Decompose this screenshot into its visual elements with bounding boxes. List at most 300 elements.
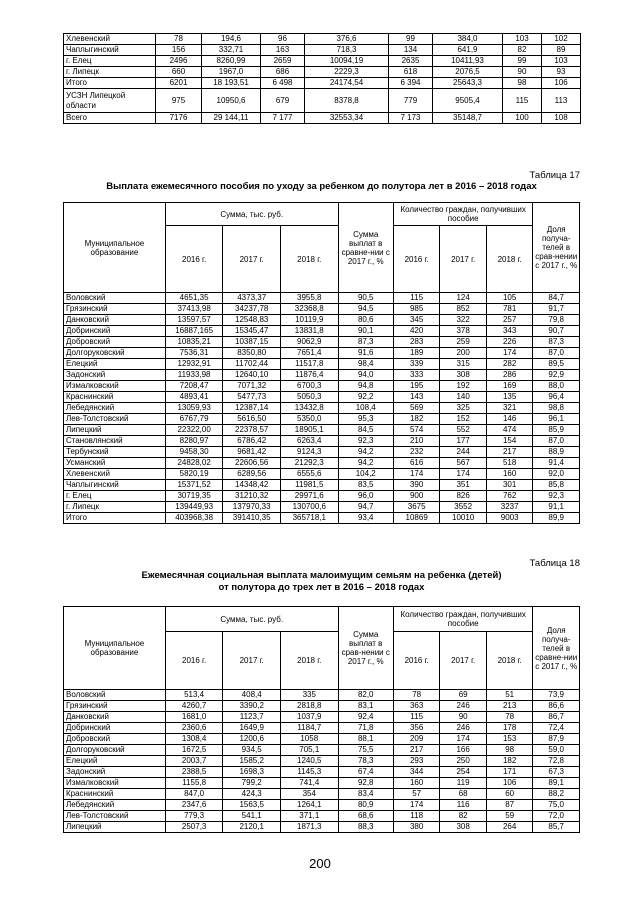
table-cell: 60 <box>486 789 533 800</box>
table-18-title-line-2: от полутора до трех лет в 2016 – 2018 годах <box>218 582 425 593</box>
table-18-title-line-1: Ежемесячная социальная выплата малоимущим семьям на ребенка (детей) <box>141 570 502 581</box>
row-label: Чаплыгинский <box>64 480 166 491</box>
table-cell: 257 <box>486 315 533 326</box>
table-cell: 232 <box>393 447 440 458</box>
table-cell: 94,5 <box>338 304 393 315</box>
table-cell: 2635 <box>389 56 433 67</box>
table-cell: 16887,165 <box>165 326 223 337</box>
table-cell: 474 <box>486 425 533 436</box>
table-cell: 2507,3 <box>165 822 223 833</box>
table-cell: 900 <box>393 491 440 502</box>
table-cell: 18905,1 <box>280 425 338 436</box>
header-year-2017: 2017 г. <box>440 632 487 690</box>
table-cell: 335 <box>280 690 338 701</box>
table-cell: 13059,93 <box>165 403 223 414</box>
table-cell: 420 <box>393 326 440 337</box>
table-cell: 194,6 <box>202 34 261 45</box>
row-label: Измалковский <box>64 778 166 789</box>
table-cell: 177 <box>440 436 487 447</box>
row-label: Добровский <box>64 734 166 745</box>
table-cell: 71,8 <box>338 723 393 734</box>
table-cell: 9458,30 <box>165 447 223 458</box>
table-cell: 82 <box>440 811 487 822</box>
table-cell: 82,0 <box>338 690 393 701</box>
table-cell: 90,1 <box>338 326 393 337</box>
table-cell: 89 <box>542 45 581 56</box>
table-cell: 7071,32 <box>223 381 281 392</box>
table-cell: 6 498 <box>261 78 305 89</box>
table-row <box>64 701 580 712</box>
table-cell: 799,2 <box>223 778 281 789</box>
table-cell: 92,0 <box>533 469 580 480</box>
table-row <box>64 491 580 502</box>
table-cell: 12932,91 <box>165 359 223 370</box>
table-cell: 95,3 <box>338 414 393 425</box>
table-cell: 10835,21 <box>165 337 223 348</box>
table-cell: 10411,93 <box>433 56 503 67</box>
table-cell: 1200,6 <box>223 734 281 745</box>
table-row <box>64 359 580 370</box>
table-cell: 1698,3 <box>223 767 281 778</box>
table-cell: 246 <box>440 723 487 734</box>
header-sum-group: Сумма, тыс. руб. <box>165 607 338 632</box>
row-label: Данковский <box>64 712 166 723</box>
table-cell: 380 <box>393 822 440 833</box>
table-cell: 1308,4 <box>165 734 223 745</box>
table-cell: 541,1 <box>223 811 281 822</box>
table-cell: 73,9 <box>533 690 580 701</box>
table-cell: 244 <box>440 447 487 458</box>
table-row <box>64 293 580 304</box>
table-row <box>64 89 581 113</box>
table-cell: 182 <box>486 756 533 767</box>
table-cell: 217 <box>486 447 533 458</box>
table-cell: 10094,19 <box>305 56 389 67</box>
table-cell: 686 <box>261 67 305 78</box>
table-cell: 37413,98 <box>165 304 223 315</box>
table-cell: 91,7 <box>533 304 580 315</box>
table-cell: 308 <box>440 370 487 381</box>
table-cell: 660 <box>156 67 202 78</box>
table-cell: 518 <box>486 458 533 469</box>
table-cell: 332,71 <box>202 45 261 56</box>
table-cell: 618 <box>389 67 433 78</box>
table-cell: 3552 <box>440 502 487 513</box>
row-label: УСЗН Липецкой области <box>64 89 156 113</box>
table-cell: 87,9 <box>533 734 580 745</box>
table-row <box>64 304 580 315</box>
table-cell: 89,1 <box>533 778 580 789</box>
table-cell: 78 <box>393 690 440 701</box>
table-cell: 6 394 <box>389 78 433 89</box>
table-cell: 119 <box>440 778 487 789</box>
table-cell: 552 <box>440 425 487 436</box>
table-cell: 308 <box>440 822 487 833</box>
table-cell: 31210,32 <box>223 491 281 502</box>
table-cell: 82 <box>503 45 542 56</box>
table-cell: 174 <box>486 348 533 359</box>
table-cell: 29 144,11 <box>202 113 261 124</box>
table-cell: 6700,3 <box>280 381 338 392</box>
table-cell: 9003 <box>486 513 533 524</box>
table-18 <box>63 606 580 833</box>
table-cell: 264 <box>486 822 533 833</box>
table-cell: 250 <box>440 756 487 767</box>
table-cell: 171 <box>486 767 533 778</box>
table-cell: 254 <box>440 767 487 778</box>
table-cell: 9062,9 <box>280 337 338 348</box>
table-cell: 22378,57 <box>223 425 281 436</box>
row-label: Краснинский <box>64 392 166 403</box>
table-cell: 102 <box>542 34 581 45</box>
table-cell: 69 <box>440 690 487 701</box>
table-cell: 1184,7 <box>280 723 338 734</box>
table-cell: 2076,5 <box>433 67 503 78</box>
header-count-group: Количество граждан, получивших пособие <box>393 607 533 632</box>
table-row <box>64 745 580 756</box>
table-cell: 6289,56 <box>223 469 281 480</box>
table-cell: 1681,0 <box>165 712 223 723</box>
table-cell: 11702,44 <box>223 359 281 370</box>
row-label: Итого <box>64 78 156 89</box>
table-cell: 384,0 <box>433 34 503 45</box>
row-label: Краснинский <box>64 789 166 800</box>
table-17 <box>63 202 580 524</box>
table-cell: 103 <box>542 56 581 67</box>
header-year-2018: 2018 г. <box>280 226 338 293</box>
row-label: Хлевенский <box>64 34 156 45</box>
table-cell: 83,4 <box>338 789 393 800</box>
table-cell: 72,4 <box>533 723 580 734</box>
table-cell: 779 <box>389 89 433 113</box>
table-cell: 1240,5 <box>280 756 338 767</box>
table-cell: 6263,4 <box>280 436 338 447</box>
table-cell: 78,3 <box>338 756 393 767</box>
table-cell: 11876,4 <box>280 370 338 381</box>
table-cell: 6786,42 <box>223 436 281 447</box>
table-cell: 124 <box>440 293 487 304</box>
table-cell: 68 <box>440 789 487 800</box>
table-cell: 174 <box>393 800 440 811</box>
table-cell: 88,1 <box>338 734 393 745</box>
table-cell: 75,0 <box>533 800 580 811</box>
table-cell: 94,7 <box>338 502 393 513</box>
table-cell: 88,9 <box>533 447 580 458</box>
table-cell: 8280,97 <box>165 436 223 447</box>
table-cell: 391410,35 <box>223 513 281 524</box>
row-label: Долгоруковский <box>64 348 166 359</box>
table-cell: 94,0 <box>338 370 393 381</box>
table-cell: 2347,6 <box>165 800 223 811</box>
table-cell: 12387,14 <box>223 403 281 414</box>
table-cell: 293 <box>393 756 440 767</box>
table-cell: 88,2 <box>533 789 580 800</box>
table-cell: 376,6 <box>305 34 389 45</box>
table-cell: 98 <box>486 745 533 756</box>
header-year-2018: 2018 г. <box>486 226 533 293</box>
header-year-2016: 2016 г. <box>165 226 223 293</box>
table-cell: 282 <box>486 359 533 370</box>
row-label: Лев-Толстовский <box>64 414 166 425</box>
table-cell: 1037,9 <box>280 712 338 723</box>
table-18-caption: Таблица 18 <box>529 558 580 569</box>
table-cell: 91,1 <box>533 502 580 513</box>
header-sum-group: Сумма, тыс. руб. <box>165 203 338 226</box>
table-cell: 779,3 <box>165 811 223 822</box>
table-cell: 616 <box>393 458 440 469</box>
table-row <box>64 822 580 833</box>
row-label: Лебедянский <box>64 403 166 414</box>
row-label: Воловский <box>64 690 166 701</box>
row-label: Задонский <box>64 767 166 778</box>
table-cell: 105 <box>486 293 533 304</box>
table-cell: 169 <box>486 381 533 392</box>
row-label: г. Липецк <box>64 67 156 78</box>
table-cell: 13831,8 <box>280 326 338 337</box>
table-cell: 705,1 <box>280 745 338 756</box>
table-cell: 113 <box>542 89 581 113</box>
table-row <box>64 778 580 789</box>
table-cell: 13597,57 <box>165 315 223 326</box>
table-cell: 826 <box>440 491 487 502</box>
table-cell: 7 177 <box>261 113 305 124</box>
table-cell: 217 <box>393 745 440 756</box>
row-label: Грязинский <box>64 304 166 315</box>
table-cell: 8378,8 <box>305 89 389 113</box>
table-cell: 106 <box>486 778 533 789</box>
table-cell: 5050,3 <box>280 392 338 403</box>
table-cell: 5477,73 <box>223 392 281 403</box>
table-row <box>64 326 580 337</box>
table-cell: 9681,42 <box>223 447 281 458</box>
table-17-body <box>64 293 580 524</box>
table-cell: 356 <box>393 723 440 734</box>
table-cell: 209 <box>393 734 440 745</box>
table-cell: 160 <box>486 469 533 480</box>
table-row <box>64 690 580 701</box>
row-label: Грязинский <box>64 701 166 712</box>
table-cell: 1058 <box>280 734 338 745</box>
table-cell: 78 <box>156 34 202 45</box>
table-cell: 88,3 <box>338 822 393 833</box>
table-cell: 4651,35 <box>165 293 223 304</box>
table-cell: 7536,31 <box>165 348 223 359</box>
table-cell: 130700,6 <box>280 502 338 513</box>
table-cell: 10950,6 <box>202 89 261 113</box>
table-cell: 371,1 <box>280 811 338 822</box>
table-cell: 781 <box>486 304 533 315</box>
table-cell: 975 <box>156 89 202 113</box>
table-cell: 11981,5 <box>280 480 338 491</box>
table-cell: 18 193,51 <box>202 78 261 89</box>
row-label: г. Елец <box>64 56 156 67</box>
table-row <box>64 502 580 513</box>
table-cell: 9505,4 <box>433 89 503 113</box>
table-cell: 25643,3 <box>433 78 503 89</box>
table-row <box>64 712 580 723</box>
header-year-2017: 2017 г. <box>440 226 487 293</box>
table-cell: 12640,10 <box>223 370 281 381</box>
table-cell: 679 <box>261 89 305 113</box>
table-cell: 72,0 <box>533 811 580 822</box>
row-label: Воловский <box>64 293 166 304</box>
table-cell: 2388,5 <box>165 767 223 778</box>
table-cell: 154 <box>486 436 533 447</box>
table-cell: 174 <box>440 734 487 745</box>
table-cell: 2818,8 <box>280 701 338 712</box>
table-cell: 92,3 <box>338 436 393 447</box>
table-cell: 2229,3 <box>305 67 389 78</box>
row-label: Задонский <box>64 370 166 381</box>
table-cell: 6767,79 <box>165 414 223 425</box>
table-cell: 15345,47 <box>223 326 281 337</box>
table-cell: 160 <box>393 778 440 789</box>
table-cell: 7176 <box>156 113 202 124</box>
table-cell: 333 <box>393 370 440 381</box>
table-cell: 8350,80 <box>223 348 281 359</box>
header-sum-share: Сумма выплат в срав-нении с 2017 г., % <box>338 607 393 690</box>
row-label: Лев-Толстовский <box>64 811 166 822</box>
table-cell: 363 <box>393 701 440 712</box>
table-cell: 569 <box>393 403 440 414</box>
table-cell: 9124,3 <box>280 447 338 458</box>
table-17-title: Выплата ежемесячного пособия по уходу за ребенком до полутора лет в 2016 – 2018 годах <box>106 181 537 192</box>
table-cell: 87,0 <box>533 436 580 447</box>
table-cell: 94,8 <box>338 381 393 392</box>
table-cell: 92,3 <box>533 491 580 502</box>
table-cell: 1871,3 <box>280 822 338 833</box>
table-cell: 424,3 <box>223 789 281 800</box>
table-cell: 92,2 <box>338 392 393 403</box>
row-label: г. Липецк <box>64 502 166 513</box>
table-cell: 301 <box>486 480 533 491</box>
table-cell: 2496 <box>156 56 202 67</box>
table-cell: 1563,5 <box>223 800 281 811</box>
header-recipient-share: Доля получа-телей в сравне-нии с 2017 г., % <box>533 607 580 690</box>
row-label: Всего <box>64 113 156 124</box>
table-cell: 98 <box>503 78 542 89</box>
table-cell: 86,6 <box>533 701 580 712</box>
table-cell: 94,2 <box>338 458 393 469</box>
table-cell: 7 173 <box>389 113 433 124</box>
table-row <box>64 734 580 745</box>
table-row <box>64 425 580 436</box>
table-row <box>64 34 581 45</box>
table-row <box>64 756 580 767</box>
row-label: Добринский <box>64 723 166 734</box>
table-17-caption: Таблица 17 <box>529 170 580 181</box>
table-cell: 344 <box>393 767 440 778</box>
table-cell: 86,7 <box>533 712 580 723</box>
table-cell: 12548,83 <box>223 315 281 326</box>
table-cell: 10869 <box>393 513 440 524</box>
table-cell: 87,0 <box>533 348 580 359</box>
table-cell: 5350,0 <box>280 414 338 425</box>
row-label: Долгоруковский <box>64 745 166 756</box>
table-cell: 30719,35 <box>165 491 223 502</box>
table-cell: 103 <box>503 34 542 45</box>
table-cell: 189 <box>393 348 440 359</box>
table-cell: 365718,1 <box>280 513 338 524</box>
table-cell: 10387,15 <box>223 337 281 348</box>
row-label: Елецкий <box>64 359 166 370</box>
table-cell: 24828,02 <box>165 458 223 469</box>
row-label: Итого <box>64 513 166 524</box>
table-cell: 343 <box>486 326 533 337</box>
table-row <box>64 113 581 124</box>
row-label: Становлянский <box>64 436 166 447</box>
table-cell: 210 <box>393 436 440 447</box>
table-cell: 718,3 <box>305 45 389 56</box>
table-cell: 91,6 <box>338 348 393 359</box>
table-cell: 246 <box>440 701 487 712</box>
table-cell: 98,8 <box>533 403 580 414</box>
table-cell: 137970,33 <box>223 502 281 513</box>
table-cell: 4260,7 <box>165 701 223 712</box>
table-cell: 2003,7 <box>165 756 223 767</box>
table-cell: 10119,9 <box>280 315 338 326</box>
table-cell: 98,4 <box>338 359 393 370</box>
table-cell: 8260,99 <box>202 56 261 67</box>
table-cell: 67,4 <box>338 767 393 778</box>
table-cell: 641,9 <box>433 45 503 56</box>
table-cell: 115 <box>393 293 440 304</box>
table-row <box>64 447 580 458</box>
table-cell: 354 <box>280 789 338 800</box>
table-cell: 852 <box>440 304 487 315</box>
table-cell: 1155,8 <box>165 778 223 789</box>
table-cell: 847,0 <box>165 789 223 800</box>
table-cell: 99 <box>389 34 433 45</box>
table-cell: 1649,9 <box>223 723 281 734</box>
table-row <box>64 767 580 778</box>
table-cell: 87 <box>486 800 533 811</box>
table-cell: 1672,5 <box>165 745 223 756</box>
table-cell: 35148,7 <box>433 113 503 124</box>
table-row <box>64 56 581 67</box>
header-sum-share: Сумма выплат в сравне-нии с 2017 г., % <box>338 203 393 293</box>
table-row <box>64 480 580 491</box>
table-cell: 94,2 <box>338 447 393 458</box>
table-row <box>64 723 580 734</box>
table-cell: 93,4 <box>338 513 393 524</box>
table-cell: 59 <box>486 811 533 822</box>
table-cell: 174 <box>440 469 487 480</box>
table-cell: 283 <box>393 337 440 348</box>
header-year-2018: 2018 г. <box>280 632 338 690</box>
page-number: 200 <box>309 856 331 871</box>
row-label: Липецкий <box>64 425 166 436</box>
table-cell: 11933,98 <box>165 370 223 381</box>
table-cell: 6555,6 <box>280 469 338 480</box>
table-cell: 116 <box>440 800 487 811</box>
table-row <box>64 381 580 392</box>
row-label: Данковский <box>64 315 166 326</box>
table-cell: 3955,8 <box>280 293 338 304</box>
table-cell: 85,8 <box>533 480 580 491</box>
table-cell: 934,5 <box>223 745 281 756</box>
table-cell: 118 <box>393 811 440 822</box>
table-cell: 87,3 <box>533 337 580 348</box>
table-cell: 153 <box>486 734 533 745</box>
table-row <box>64 800 580 811</box>
table-cell: 195 <box>393 381 440 392</box>
table-cell: 135 <box>486 392 533 403</box>
row-label: Лебедянский <box>64 800 166 811</box>
table-cell: 378 <box>440 326 487 337</box>
table-cell: 93 <box>542 67 581 78</box>
table-cell: 2120,1 <box>223 822 281 833</box>
